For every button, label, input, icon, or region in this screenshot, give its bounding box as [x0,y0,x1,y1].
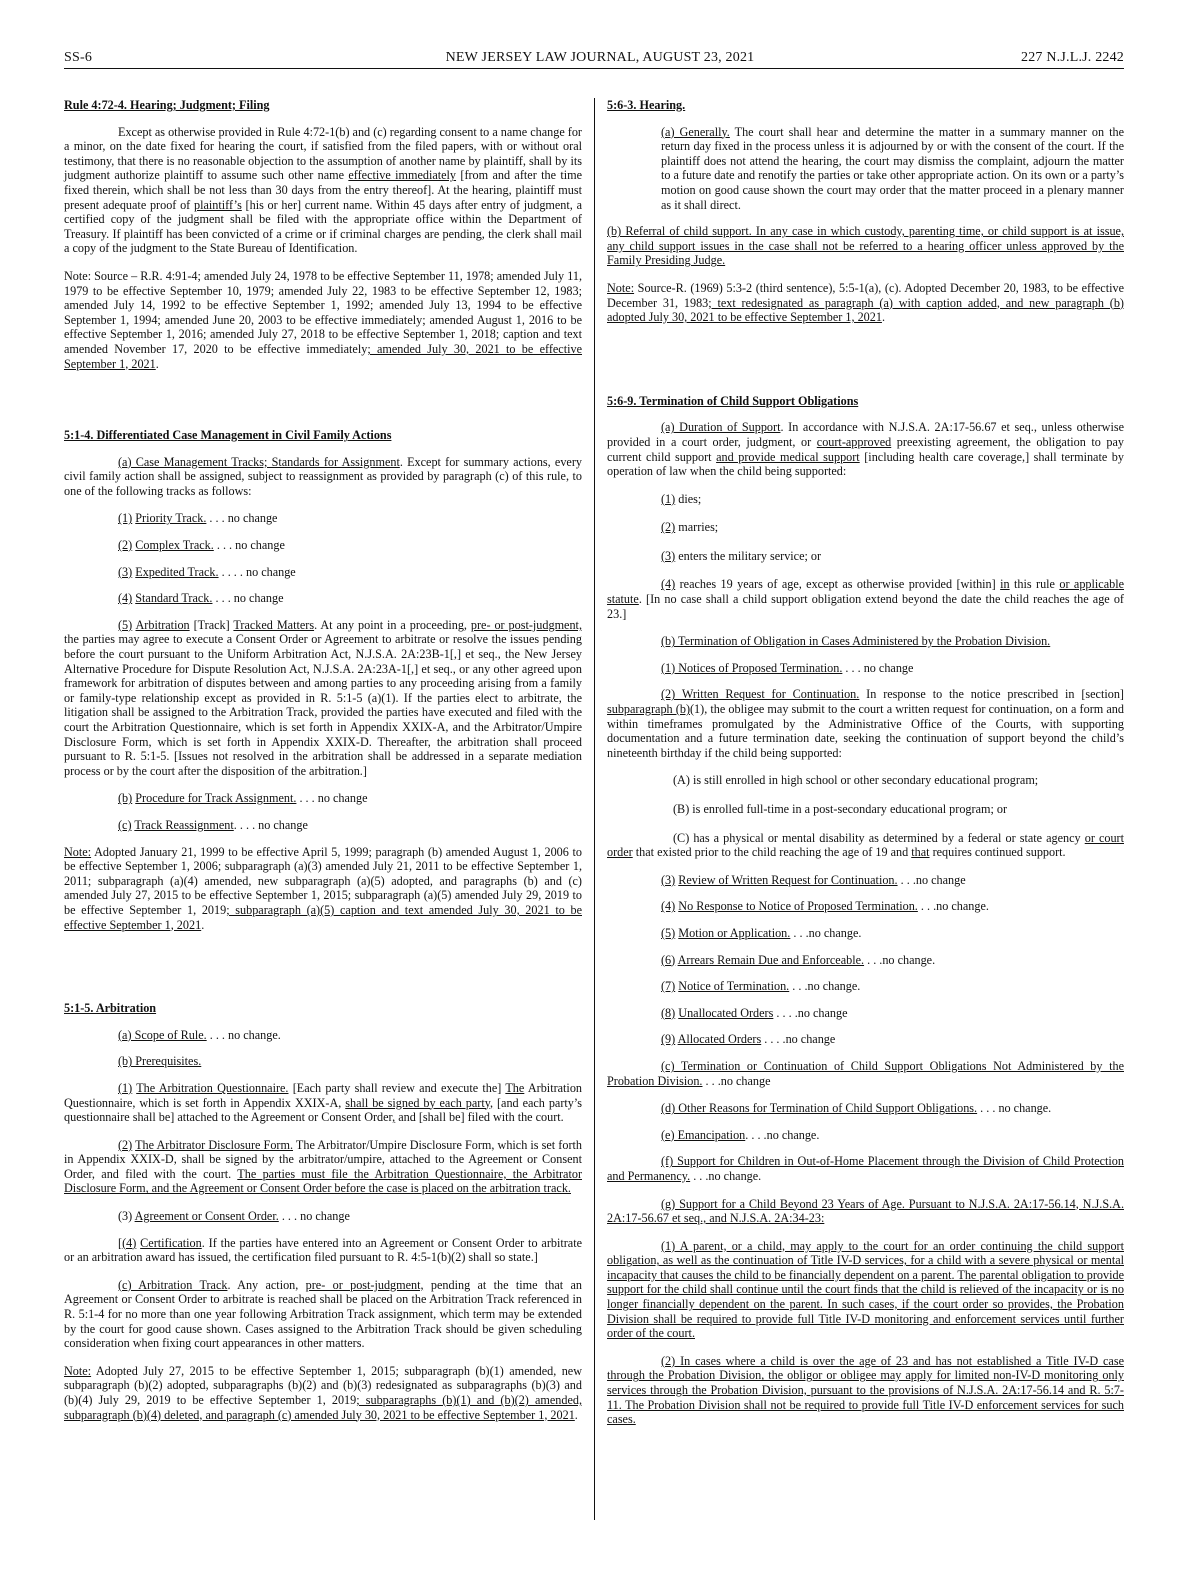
text: (1), the obligee may submit to the court a written request for continuation, on a form and within timeframes promulgated by the Administrative Office of the Courts, with supporting documentation and a future termination date, seeking the continuation of support beyond the child’s nineteenth birthday if the child being supported: [607,702,1124,760]
item-label: (a) Generally. [661,124,730,139]
item-label: (d) Other Reasons for Termination of Child Support Obligations. [661,1101,978,1116]
list-item [607,926,1124,941]
inserted-text: , [392,1110,396,1125]
item-rest: . . . no change [206,511,278,526]
text: the parties may agree to execute a Consent Order or Agreement to arbitrate or resolve the issues pending before the court pursuant to the Uniform Arbitration Act, N.J.S.A. 2A:23B-1[,] et seq., the New Jersey Alternative Procedure for Dispute Resolution Act, N.J.S.A. 2A:23A-1[,] et seq., or any other agreed upon framework for arbitration of disputes between and among parties to any proceeding arising from a family or family-type relationship except as provided in R. 5:1-5 (a)(1). If the parties elect to arbitrate, the litigation shall be assigned to the Arbitration Track, provided the parties have executed and filed with the court the Arbitration Questionnaire, which is set forth in Appendix XXIX-A, and the Arbitrator/Umpire Disclosure Form, which is set forth in Appendix XXIX-D. Thereafter, the arbitration shall proceed pursuant to R. 5:1-5. [Issues not resolved in the arbitration shall be addressed in a separate mediation process or by the court after the disposition of the arbitration.] [64,632,582,778]
item-label: (b) Termination of Obligation in Cases Administered by the Probation Division. [661,634,1051,649]
para-a [607,125,1124,213]
inserted-text: in [1000,577,1010,592]
list-item [607,899,1124,914]
para-c [64,818,582,833]
item-num: (2) [118,538,133,553]
inserted-text: shall be signed by each party, [345,1095,494,1110]
rule-5-6-3-note [607,281,1124,325]
item-label: (a) Scope of Rule. [118,1027,207,1042]
note-text: Adopted July 27, 2015 to be effective September 1, 2015; subparagraph (b)(1) amended, new subparagraph (b)(2) adopted, subparagraphs (b)(2) and (b)(3) redesignated as subparagraphs (b)(3) and (b)(4) July 29, 2019 to be effective September 1, 2019 [64,1363,582,1407]
track-item [64,565,582,580]
item-rest: . . . no change [842,660,914,675]
text: . Except for summary actions, every civil family action shall be assigned, subject to reassignment as provided by paragraph (c) of this rule, to one of the following tracks as follows: [64,454,582,498]
para-b: (b) Referral of child support. In any case in which custody, parenting time, or child support is at issue, any child support issues in the case shall not be referred to a hearing officer unless approved by the Family Presiding Judge. [607,224,1124,268]
para-c [64,1278,582,1351]
item-label: Priority Track. [135,511,207,526]
item-label: (c) Arbitration Track [118,1277,228,1292]
item-label: (1) Notices of Proposed Termination. [661,660,843,675]
text: Arbitration Questionnaire, which is set forth in Appendix XXIX-A, [64,1080,583,1110]
item-rest: . . . no change. [977,1101,1052,1116]
page-number: SS-6 [64,50,93,65]
list-item [607,520,1124,535]
list-item-4 [607,577,1124,621]
rule-5-1-5-heading: 5:1-5. Arbitration [64,1001,157,1016]
item-num: (3) [661,548,676,563]
spacer [607,338,1124,394]
right-column [607,98,1124,1440]
sub-item: (B) is enrolled full-time in a post-secondary educational program; or [673,802,1008,816]
item-label: The Arbitration Questionnaire. [136,1080,289,1095]
rule-5-1-4-heading: 5:1-4. Differentiated Case Management in Civil Family Actions [64,428,392,443]
item-rest: . . .no change. [864,952,936,967]
item-num: (3) [118,1209,133,1224]
item-label: Certification [140,1235,202,1250]
text: and [shall be] filed with the court. [395,1110,564,1125]
text: Arbitration [135,617,190,632]
item-num: (9) [661,1032,676,1047]
para-a [64,1028,582,1043]
para-b1 [607,661,1124,676]
item-label: (f) Support for Children in Out-of-Home Placement through the Division of Child Protection and Permanency. [607,1154,1124,1183]
list-item [607,979,1124,994]
item-num: (4) [661,577,676,592]
header-rule [64,68,1124,69]
item-rest: . . .no change. [789,979,861,994]
item-label: Standard Track. [135,591,213,606]
item-rest: . . . no change [213,538,285,553]
text: that existed prior to the child reaching the age of 19 and [632,845,912,860]
track-item [64,591,582,606]
text: The court shall hear and determine the matter in a summary manner on the return day fixed in the process unless it is adjourned by or with the consent of the court. If the plaintiff does not attend the hearing, the court may dismiss the complaint, adjourn the matter to a future date and renotify the parties or take other appropriate action. On its own or a party’s motion on good cause shown the court may order that the matter proceed in a plenary manner as it shall direct. [661,124,1124,212]
item-label: Allocated Orders [677,1032,762,1047]
inserted-text: that [911,845,930,860]
item-num: (5) [118,617,133,632]
journal-title: NEW JERSEY LAW JOURNAL, AUGUST 23, 2021 [445,50,755,65]
note-text: Note: Source – R.R. 4:91-4; amended July 24, 1978 to be effective September 11, 1978; amended July 11, 1979 to be effective September 10, 1979; amended July 22, 1983 to be effective September 12, 1983; amended July 14, 1992 to be effective September 1, 1992; amended July 13, 1994 to be effective September 1, 1994; amended June 20, 2003 to be effective immediately; amended August 1, 2016 to be effective September 1, 2016; amended July 27, 2018 to be effective September 1, 2018; caption and text amended November 17, 2020 to be effective immediately [64,268,582,356]
para-b [64,791,582,806]
text: [Each party shall review and execute the] [288,1080,506,1095]
text: reaches 19 years of age, except as otherwise provided [within] [675,577,1001,592]
rule-4-72-4-heading: Rule 4:72-4. Hearing; Judgment; Filing [64,98,270,112]
note-inserted: ; amended July 30, 2021 to be effective September 1, 2021 [64,341,582,371]
para-d [607,1101,1124,1116]
rule-5-1-4-a [64,455,582,499]
item-rest: . . .no change [897,872,966,887]
item-num: (1) [118,511,133,526]
item-label: Agreement or Consent Order. [134,1209,279,1224]
note-label: Note: [607,280,635,295]
list-item [607,549,1124,564]
text: pending at the time that an Agreement or Consent Order to arbitrate is reached shall be placed on the Arbitration Track referenced in R. 5:1-4 for no more than one year following Arbitration Track assignment, which term may be extended by the court for good cause shown. Cases assigned to the Arbitration Track should be given scheduling consideration when fixing court appearances in other matters. [64,1277,582,1351]
item-num: (3) [118,564,133,579]
item-label: (e) Emancipation [661,1127,746,1142]
item-label: Procedure for Track Assignment. [135,791,297,806]
text: preexisting agreement, the obligation to pay current child support [607,434,1125,464]
item-rest: . . .no change. [690,1168,762,1183]
item-label: Track Reassignment [134,817,234,832]
rule-5-6-9-heading: 5:6-9. Termination of Child Support Obligations [607,393,859,408]
para-b [64,1054,582,1069]
item-label: Unallocated Orders [678,1005,774,1020]
list-item [607,873,1124,888]
inserted-text: court-approved [816,434,892,449]
inserted-text: and provide medical support [716,449,860,464]
item-label: Arrears Remain Due and Enforceable. [677,952,865,967]
item-rest: . . . no change. [206,1027,281,1042]
list-item [607,1006,1124,1021]
sub-item-c [607,831,1124,860]
rule-5-1-5-note [64,1364,582,1422]
note-text: Adopted January 21, 1999 to be effective April 5, 1999; paragraph (b) amended August 1, 2006 to be effective September 1, 2006; subparagraph (a)(3) amended July 21, 2011 to be effective September 1, 2011; subparagraph (a)(4) amended, new subparagraph (a)(5) adopted, and paragraphs (b) and (c) amended July 27, 2015 to be effective September 1, 2015; subparagraph (a)(5) amended July 29, 2019 to be effective September 1, 2019 [64,844,582,917]
text: . If the parties have entered into an Agreement or Consent Order to arbitrate or an arbitration award has issued, the certification filed pursuant to R. 4:5-1(b)(2) shall so state.] [64,1235,583,1265]
text: The Arbitrator/Umpire Disclosure Form, which is set forth in Appendix XXIX-D, shall be signed by the arbitrator/umpire, attached to the Agreement or Consent Order, and filed with the court. [64,1137,582,1181]
column-divider [594,98,595,1520]
item-rest: . . . .no change [773,1005,848,1020]
item-num: (1) [661,491,676,506]
item-num: (5) [661,925,676,940]
inserted-text: The [505,1080,525,1095]
inserted-text: The parties must file the Arbitration Questionnaire, the Arbitrator Disclosure Form, and the Agreement or Consent Order before the case is placed on the arbitration track. [64,1166,583,1196]
inserted-text: effective immediately [348,168,457,183]
item-rest: . . . no change [278,1209,350,1224]
left-column [64,98,582,1435]
item-label: (a) Duration of Support [661,420,781,435]
note-end: . [574,1407,578,1422]
list-item [607,953,1124,968]
para-f [607,1154,1124,1183]
item-rest: . . . no change [296,791,368,806]
inserted-text: or applicable statute [607,577,1125,607]
text: this rule [1009,577,1060,592]
item-rest: . . . .no change [761,1032,836,1047]
rule-4-72-4-note [64,269,582,371]
note-end: . [201,917,205,932]
note-end: . [881,310,885,325]
list-item [607,1032,1124,1047]
spacer [64,945,582,1001]
sub-item: (A) is still enrolled in high school or other secondary educational program; [673,773,1039,788]
rule-5-6-3-heading: 5:6-3. Hearing. [607,98,686,112]
item-num: (2) [661,520,676,535]
note-label: Note: [64,844,92,859]
item-rest: . . . . no change [233,817,308,832]
text: [his or her] current name. Within 45 days after entry of judgment, a certified copy of the judgment shall be filed with the appropriate office within the Department of Treasury. If plaintiff has been convicted of a crime or if criminal charges are pending, the clerk shall mail a copy of the judgment to the State Bureau of Identification. [64,197,582,256]
item-label: (c) Termination or Continuation of Child Support Obligations Not Administered by the Probation Division. [607,1058,1124,1088]
track-item [64,538,582,553]
para-a [607,420,1124,478]
item-label: (2) Written Request for Continuation. [661,687,860,702]
para-g2: (2) In cases where a child is over the age of 23 and has not established a Title IV-D case through the Probation Division, the obligor or obligee may apply for limited non-IV-D monitoring only services through the Probation Division, pursuant to the provisions of N.J.S.A. 2A:17-56.14 and R. 5:7-11. The Probation Division shall not be required to provide full Title IV-D enforcement services for such cases. [607,1353,1124,1427]
list-item [607,492,1124,507]
item-rest: . . .no change. [917,899,989,914]
item-label: Motion or Application. [678,925,791,940]
item-num: (6) [661,952,676,967]
rule-5-1-4-a5 [64,618,582,779]
inserted-text: or court order [607,830,1124,860]
inserted-text: pre- or post-judgment, [305,1277,424,1292]
spacer [64,384,582,428]
item-label: (b) Prerequisites. [118,1054,202,1069]
item-label: No Response to Notice of Proposed Termination. [678,899,918,914]
inserted-text: Tracked Matters [233,617,315,632]
text: . Any action, [227,1277,306,1292]
item-rest: . . .no change [702,1073,771,1088]
para-b2 [607,687,1124,760]
inserted-text: plaintiff’s [193,197,242,212]
text: . In accordance with N.J.S.A. 2A:17-56.67 et seq., unless otherwise provided in a court order, judgment, or [607,420,1124,449]
item-num: (1) [118,1080,133,1095]
note-inserted: ; subparagraph (a)(5) caption and text amended July 30, 2021 to be effective September 1, 2021 [64,902,582,932]
item-num: (8) [661,1005,676,1020]
rule-5-1-4-note [64,845,582,933]
bracket: [ [118,1235,123,1250]
para-g: (g) Support for a Child Beyond 23 Years of Age. Pursuant to N.J.S.A. 2A:17-56.14, N.J.S.A. 2A:17-56.67 et seq., and N.J.S.A. 2A:34-23: [607,1196,1124,1226]
text: In response to the notice prescribed in [section] [859,687,1124,702]
item-text: marries; [675,520,719,535]
para-b4 [64,1236,582,1265]
para-b3 [64,1209,582,1224]
text: Except as otherwise provided in Rule 4:72-1(b) and (c) regarding consent to a name change for a minor, on the date fixed for hearing the court, if satisfied from the filed papers, with or without oral testimony, that there is no reasonable objection to the assumption of another name by plaintiff, shall by its judgment authorize plaintiff to assume such other name [64,124,582,183]
item-num: (4) [122,1235,137,1250]
para-b [607,634,1124,649]
text: [from and after the time fixed therein, which shall be not less than 30 days from the entry thereof]. At the hearing, plaintiff must present adequate proof of [64,168,583,212]
text: [including health care coverage,] shall terminate by operation of law when the child being supported: [607,449,1124,479]
para-e [607,1128,1124,1143]
rule-4-72-4-body [64,125,582,256]
item-rest: . . . no change [212,591,284,606]
item-num: (2) [118,1137,133,1152]
note-label: Note: [64,1363,92,1378]
citation: 227 N.J.L.J. 2242 [1021,50,1124,65]
item-num: (c) [118,817,132,832]
track-item [64,511,582,526]
item-rest: . . .no change. [790,925,862,940]
item-label: Expedited Track. [135,564,219,579]
para-g1: (1) A parent, or a child, may apply to the court for an order continuing the child support obligation, as well as the continuation of Title IV-D services, for a child with a severe physical or mental incapacity that causes the child to be financially dependent on a parent. The parental obligation to provide support for the child shall continue until the court finds that the child is relieved of the incapacity or is no longer financially dependent on the parent. In such cases, if the court order so provides, the Probation Division shall be required to provide full Title IV-D monitoring and enforcement services until further order of the court. [607,1238,1124,1341]
para-c [607,1059,1124,1088]
note-inserted: ; text redesignated as paragraph (a) with caption added, and new paragraph (b) adopted July 30, 2021 to be effective September 1, 2021 [607,295,1124,325]
item-num: (4) [661,899,676,914]
item-num: (7) [661,979,676,994]
item-label: Complex Track. [135,538,214,553]
inserted-text: pre- or post-judgment, [470,617,582,632]
item-label: Review of Written Request for Continuation. [678,872,898,887]
para-b1 [64,1081,582,1125]
item-label: Notice of Termination. [678,979,790,994]
para-label: (a) Case Management Tracks; Standards for Assignment [118,454,400,469]
text: . [In no case shall a child support obligation extend beyond the date the child reaches the age of 23.] [607,592,1124,621]
para-b2 [64,1138,582,1196]
item-rest: . . . .no change. [745,1127,820,1142]
item-num: (4) [118,591,133,606]
item-label: The Arbitrator Disclosure Form. [135,1137,294,1152]
item-num: (b) [118,791,133,806]
deleted-text: [Track] [189,617,234,632]
item-rest: . . . . no change [218,564,296,579]
note-text: Source-R. (1969) 5:3-2 (third sentence), 5:5-1(a), (c). Adopted December 20, 1983, to be effective December 31, 1983 [607,280,1124,310]
text: . At any point in a proceeding, [314,617,471,632]
item-text: dies; [675,491,702,506]
text: (C) has a physical or mental disability as determined by a federal or state agency [673,830,1085,845]
inserted-text: subparagraph (b) [607,702,690,717]
note-inserted: ; subparagraphs (b)(1) and (b)(2) amended, subparagraph (b)(4) deleted, and paragraph (c) amended July 30, 2021 to be effective September 1, 2021 [64,1393,582,1422]
text: requires continued support. [929,845,1066,860]
item-num: (3) [661,872,676,887]
note-end: . [155,356,159,371]
text: [and each party’s questionnaire shall be] attached to the Agreement or Consent Order [64,1095,583,1125]
item-text: enters the military service; or [675,548,822,563]
